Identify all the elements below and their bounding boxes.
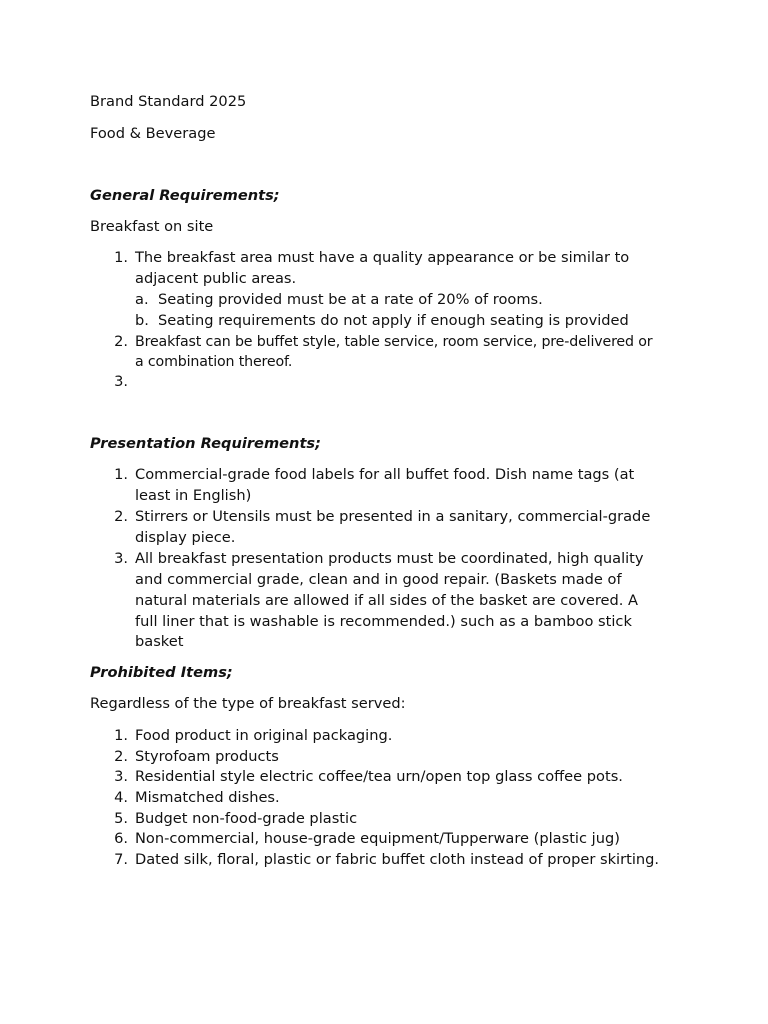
document-title: Brand Standard 2025 — [90, 93, 247, 110]
list-item: Residential style electric coffee/tea urn/open top glass coffee pots. — [135, 768, 623, 785]
list-number: 2. — [114, 333, 128, 350]
list-item-line: and commercial grade, clean and in good repair. (Baskets made of — [135, 571, 622, 588]
presentation-requirements-heading: Presentation Requirements; — [90, 435, 321, 452]
list-number: 1. — [114, 249, 128, 266]
list-item-line: adjacent public areas. — [135, 270, 297, 287]
list-item-line: Stirrers or Utensils must be presented in a sanitary, commercial-grade — [135, 508, 651, 525]
list-item-line: a combination thereof. — [135, 354, 293, 370]
general-intro: Breakfast on site — [90, 218, 214, 235]
list-item-line: display piece. — [135, 529, 236, 546]
list-number: 3. — [114, 373, 128, 390]
list-item-line: Commercial-grade food labels for all buffet food. Dish name tags (at — [135, 466, 635, 483]
list-item-line: natural materials are allowed if all sides of the basket are covered. A — [135, 592, 639, 609]
list-number: 5. — [114, 810, 128, 827]
list-item: Non-commercial, house-grade equipment/Tupperware (plastic jug) — [135, 830, 620, 847]
list-number: 1. — [114, 466, 128, 483]
list-number: 2. — [114, 748, 128, 765]
prohibited-intro: Regardless of the type of breakfast served: — [90, 695, 406, 712]
list-item-line: All breakfast presentation products must be coordinated, high quality — [135, 550, 644, 567]
document-subtitle: Food & Beverage — [90, 125, 216, 142]
list-item-line: The breakfast area must have a quality appearance or be similar to — [135, 249, 630, 266]
list-item-line: least in English) — [135, 487, 252, 504]
sublist-letter: a. — [135, 291, 149, 308]
list-item-line: Breakfast can be buffet style, table service, room service, pre-delivered or — [135, 334, 653, 350]
list-item: Dated silk, floral, plastic or fabric buffet cloth instead of proper skirting. — [135, 851, 660, 868]
list-number: 3. — [114, 768, 128, 785]
list-number: 4. — [114, 789, 128, 806]
list-number: 3. — [114, 550, 128, 567]
general-requirements-heading: General Requirements; — [90, 187, 280, 204]
list-number: 1. — [114, 727, 128, 744]
list-item: Mismatched dishes. — [135, 789, 280, 806]
list-number: 2. — [114, 508, 128, 525]
list-item: Styrofoam products — [135, 748, 279, 765]
sublist-item: Seating requirements do not apply if enough seating is provided — [158, 312, 629, 329]
list-number: 7. — [114, 851, 128, 868]
list-item-line: basket — [135, 633, 184, 650]
list-item: Food product in original packaging. — [135, 727, 393, 744]
sublist-item: Seating provided must be at a rate of 20% of rooms. — [158, 291, 543, 308]
list-item: Budget non-food-grade plastic — [135, 810, 358, 827]
list-number: 6. — [114, 830, 128, 847]
sublist-letter: b. — [135, 312, 149, 329]
list-item-line: full liner that is washable is recommended.) such as a bamboo stick — [135, 613, 632, 630]
prohibited-items-heading: Prohibited Items; — [90, 664, 233, 681]
